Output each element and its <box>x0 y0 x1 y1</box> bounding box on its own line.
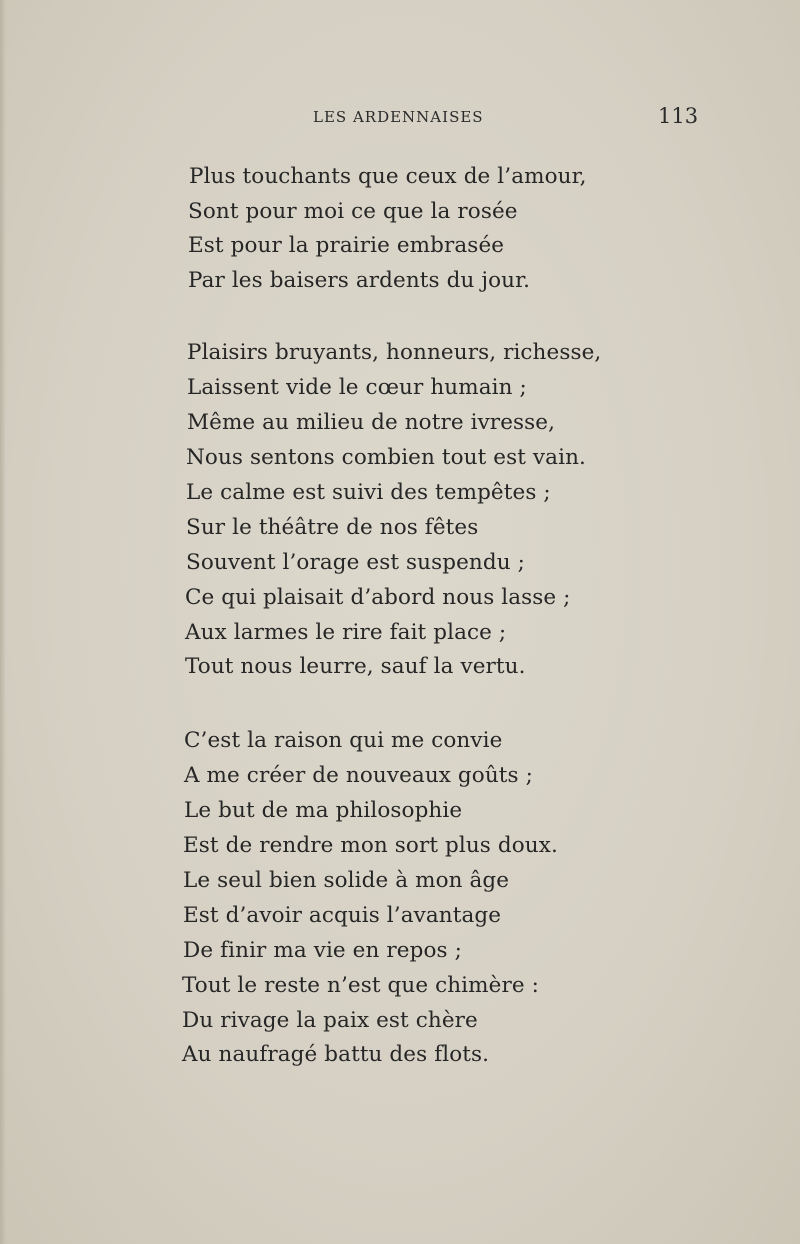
verse-line: Ce qui plaisait d’abord nous lasse ; <box>185 585 571 610</box>
verse-line: Le calme est suivi des tempêtes ; <box>186 480 551 505</box>
verse-line: Souvent l’orage est suspendu ; <box>186 550 525 575</box>
running-head-title: LES ARDENNAISES <box>313 108 484 126</box>
verse-line: Plaisirs bruyants, honneurs, richesse, <box>187 340 602 365</box>
verse-line: Tout nous leurre, sauf la vertu. <box>185 654 526 679</box>
verse-line: De finir ma vie en repos ; <box>183 938 462 963</box>
verse-line: Tout le reste n’est que chimère : <box>182 973 539 998</box>
verse-line: C’est la raison qui me convie <box>184 728 503 753</box>
verse-line: Est pour la prairie embrasée <box>188 233 505 258</box>
verse-line: Plus touchants que ceux de l’amour, <box>189 164 587 189</box>
verse-line: Le but de ma philosophie <box>184 798 463 823</box>
verse-line: Du rivage la paix est chère <box>182 1008 478 1033</box>
page-binding-edge <box>0 0 6 1244</box>
verse-line: Aux larmes le rire fait place ; <box>185 620 507 645</box>
verse-line: A me créer de nouveaux goûts ; <box>184 763 533 788</box>
verse-line: Sur le théâtre de nos fêtes <box>186 515 479 540</box>
page-number: 113 <box>658 104 699 128</box>
verse-line: Sont pour moi ce que la rosée <box>188 199 518 224</box>
verse-line: Même au milieu de notre ivresse, <box>187 410 556 435</box>
verse-line: Le seul bien solide à mon âge <box>183 868 510 893</box>
verse-line: Est de rendre mon sort plus doux. <box>183 833 558 858</box>
verse-line: Laissent vide le cœur humain ; <box>187 375 527 400</box>
verse-line: Par les baisers ardents du jour. <box>188 268 531 293</box>
verse-line: Au naufragé battu des flots. <box>182 1042 490 1067</box>
verse-line: Est d’avoir acquis l’avantage <box>183 903 502 928</box>
verse-line: Nous sentons combien tout est vain. <box>186 445 586 470</box>
running-head <box>0 106 800 132</box>
